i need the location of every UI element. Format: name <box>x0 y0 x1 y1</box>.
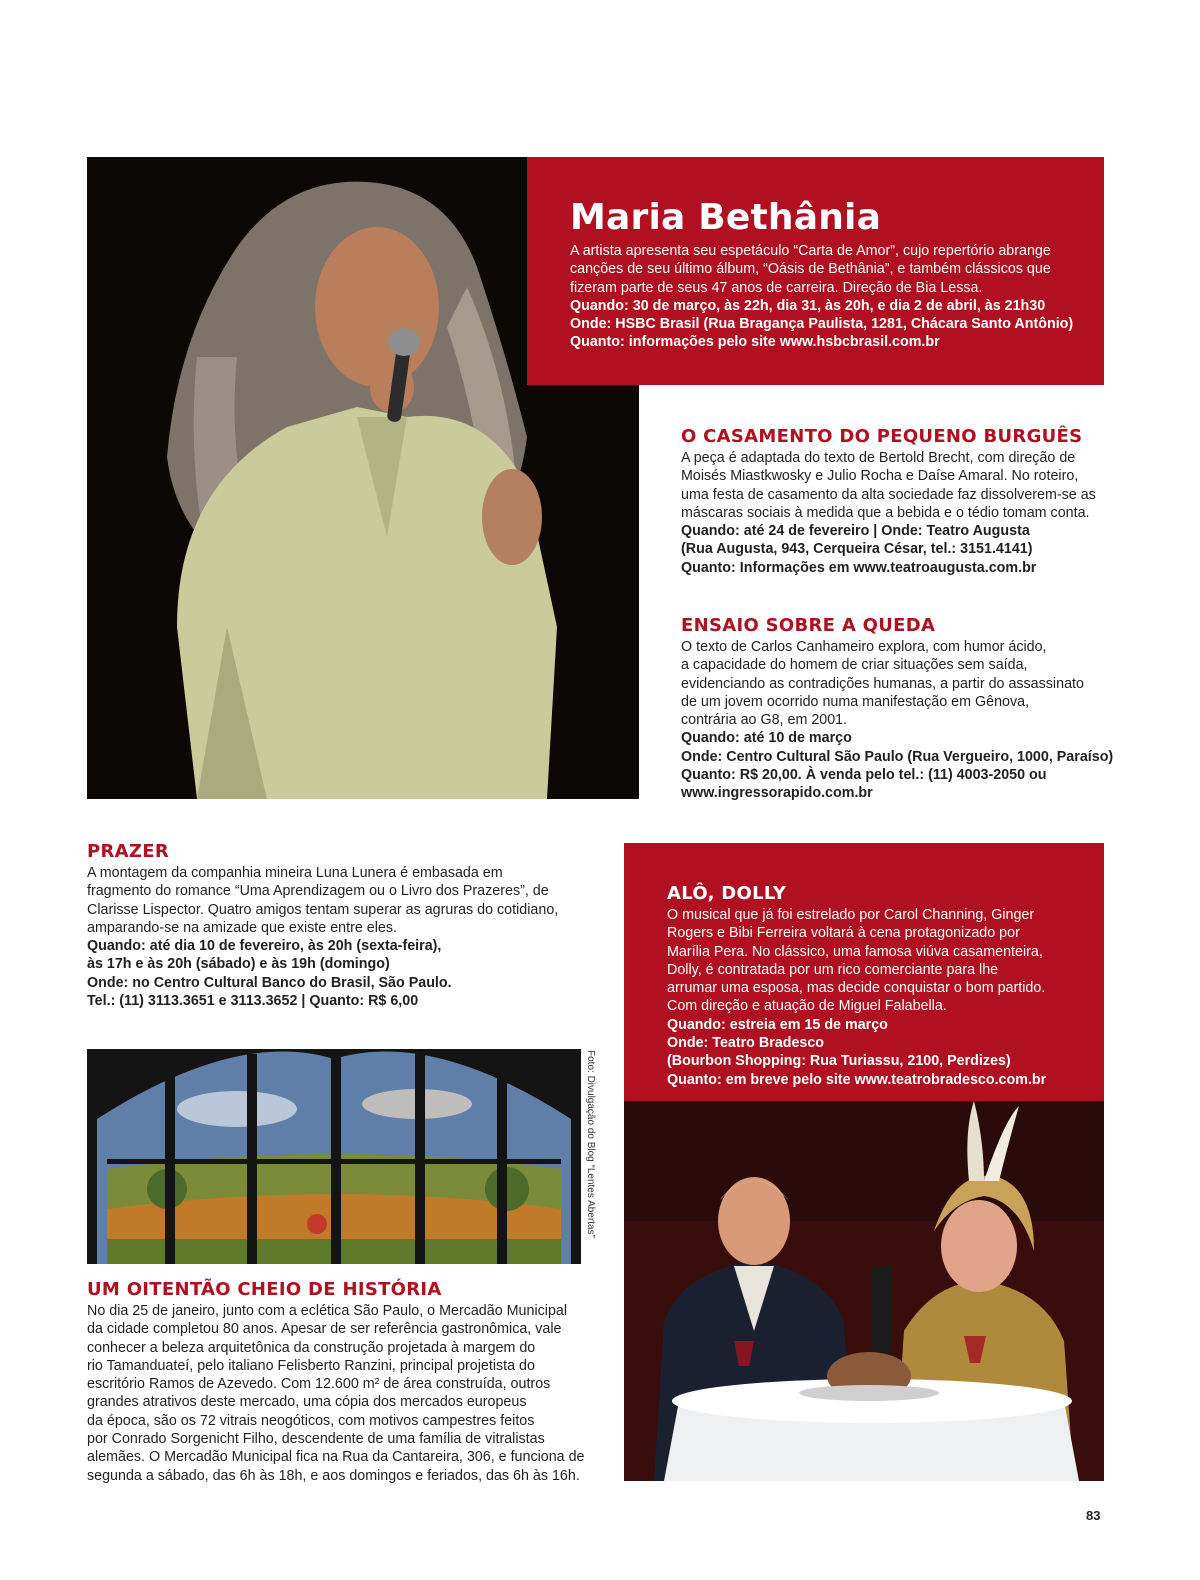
prazer-description: A montagem da companhia mineira Luna Lunera é embasada em fragmento do romance “Uma Aprendizagem ou o Livro dos Prazeres”, de Clarisse Lispector. Quatro amigos tentam superar as agruras do cotidiano, amparando-se na amizade que existe entre eles. <box>87 865 559 936</box>
oitentao-description: No dia 25 de janeiro, junto com a eclética São Paulo, o Mercadão Municipal da cidade completou 80 anos. Apesar de ser referência gastronômica, vale conhecer a beleza arquitetônica da construção projetada à margem do rio Tamanduateí, pelo italiano Felisberto Ranzini, principal projetista do escritório Ramos de Azevedo. Com 12.600 m² de área construída, outros grandes atrativos deste mercado, uma cópia dos mercados europeus da época, são os 72 vitrais neogóticos, com motivos campestres feitos por Conrado Sorgenicht Filho, descendente de uma família de vitralistas alemães. O Mercadão Municipal fica na Rua da Cantareira, 306, e funciona de segunda a sábado, das 6h às 18h, e aos domingos e feriados, das 6h às 16h. <box>87 1303 585 1484</box>
stained-glass-photo <box>87 1049 581 1264</box>
oitentao-title: UM OITENTÃO CHEIO DE HISTÓRIA <box>87 1279 442 1300</box>
bethania-info: Quando: 30 de março, às 22h, dia 31, às 20h, e dia 2 de abril, às 21h30 Onde: HSBC Brasil (Rua Bragança Paulista, 1281, Chácara Santo Antônio) Quanto: informações pelo site www.hsbcbrasil.com.br <box>570 297 1074 351</box>
casamento-description: A peça é adaptada do texto de Bertold Brecht, com direção de Moisés Miastkwosky e Julio Rocha e Daíse Amaral. No roteiro, uma festa de casamento da alta sociedade faz dissolverem-se as máscaras sociais à medida que a bebida e o tédio tomam conta. <box>681 450 1096 521</box>
dolly-info: Quando: estreia em 15 de março Onde: Teatro Bradesco (Bourbon Shopping: Rua Turiassu, 2100, Perdizes) Quanto: em breve pelo site www.teatrobradesco.com.br <box>667 1016 1047 1088</box>
casamento-section <box>681 426 1121 577</box>
dolly-title: ALÔ, DOLLY <box>667 883 787 904</box>
page-number: 83 <box>1086 1508 1101 1523</box>
prazer-info: Quando: até dia 10 de fevereiro, às 20h (sexta-feira), às 17h e às 20h (sábado) e às 19h (domingo) Onde: no Centro Cultural Banco do Brasil, São Paulo. Tel.: (11) 3113.3651 e 3113.3652 | Quanto: R$ 6,00 <box>87 938 452 1010</box>
bethania-title: Maria Bethânia <box>570 197 882 238</box>
ensaio-info: Quando: até 10 de março Onde: Centro Cultural São Paulo (Rua Vergueiro, 1000, Paraíso) Quanto: R$ 20,00. À venda pelo tel.: (11) 4003-2050 ou www.ingressorapido.com.br <box>681 730 1114 802</box>
casamento-title: O CASAMENTO DO PEQUENO BURGUÊS <box>681 426 1083 447</box>
ensaio-title: ENSAIO SOBRE A QUEDA <box>681 615 936 636</box>
photo-credit: Foto: Divulgação do Blog “Lentes Abertas” <box>585 1050 596 1238</box>
oitentao-section <box>87 1279 607 1485</box>
prazer-title: PRAZER <box>87 841 169 862</box>
bethania-box <box>527 157 1104 385</box>
alo-dolly-photo <box>624 1101 1104 1481</box>
ensaio-section <box>681 615 1121 803</box>
bethania-description: A artista apresenta seu espetáculo “Carta de Amor”, cujo repertório abrange canções de seu último álbum, “Oásis de Bethânia”, e também clássicos que fizeram parte de seus 47 anos de carreira. Direção de Bia Lessa. <box>570 243 1051 296</box>
ensaio-description: O texto de Carlos Canhameiro explora, com humor ácido, a capacidade do homem de criar situações sem saída, evidenciando as contradições humanas, a partir do assassinato de um jovem ocorrido numa manifestação em Gênova, contrária ao G8, em 2001. <box>681 639 1084 729</box>
dolly-box <box>624 843 1104 1103</box>
casamento-info: Quando: até 24 de fevereiro | Onde: Teatro Augusta (Rua Augusta, 943, Cerqueira César, tel.: 3151.4141) Quanto: Informações em www.teatroaugusta.com.br <box>681 523 1037 576</box>
prazer-section <box>87 841 607 1010</box>
dolly-description: O musical que já foi estrelado por Carol Channing, Ginger Rogers e Bibi Ferreira voltará à cena protagonizado por Marília Pera. No clássico, uma famosa viúva casamenteira, Dolly, é contratada por um rico comerciante para lhe arrumar uma esposa, mas decide conquistar o bom partido. Com direção e atuação de Miguel Falabella. <box>667 907 1046 1015</box>
